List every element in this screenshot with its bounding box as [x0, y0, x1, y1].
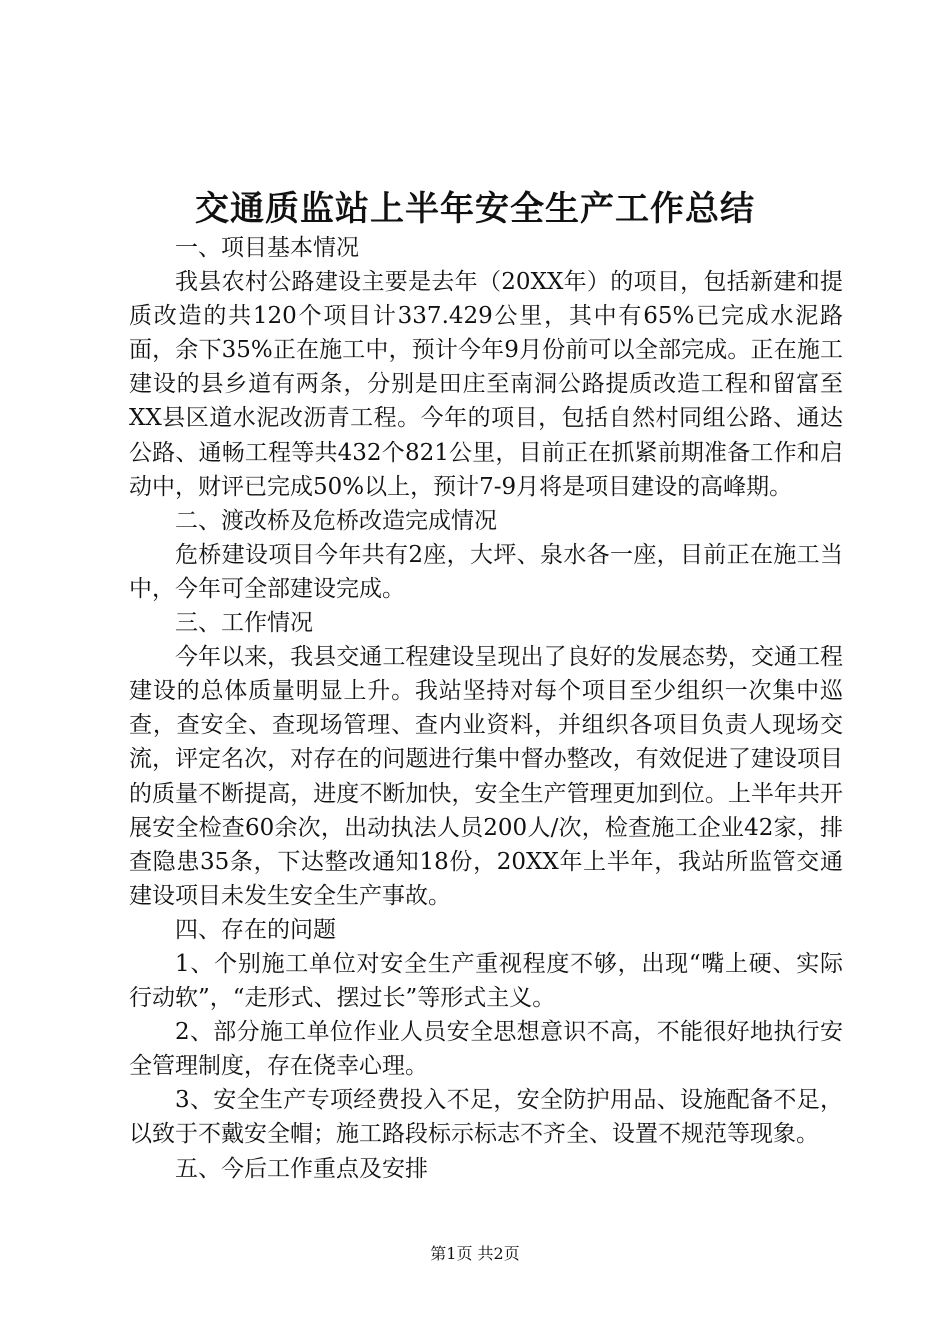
document-title: 交通质监站上半年安全生产工作总结	[195, 189, 755, 229]
paragraph-problem-3: 3、安全生产专项经费投入不足，安全防护用品、设施配备不足，以致于不戴安全帽；施工路段标示标志不齐全、设置不规范等现象。	[129, 1087, 843, 1148]
section-heading-bridge-reconstruction: 二、渡改桥及危桥改造完成情况	[175, 507, 497, 534]
document-body	[129, 231, 843, 1186]
paragraph-problem-1: 1、个别施工单位对安全生产重视程度不够，出现“嘴上硬、实际行动软”，“走形式、摆过长”等形式主义。	[129, 950, 843, 1012]
section-heading-existing-problems: 四、存在的问题	[175, 916, 336, 943]
paragraph-project-overview: 我县农村公路建设主要是去年（20XX年）的项目，包括新建和提质改造的共120个项目计337.429公里，其中有65%已完成水泥路面，余下35%正在施工中，预计今年9月份前可以全部完成。正在施工建设的县乡道有两条，分别是田庄至南洞公路提质改造工程和留富至XX县区道水泥改沥青工程。今年的项目，包括自然村同组公路、通达公路、通畅工程等共432个821公里，目前正在抓紧前期准备工作和启动中，财评已完成50%以上，预计7-9月将是项目建设的高峰期。	[129, 269, 843, 500]
section-heading-work-status: 三、工作情况	[175, 610, 313, 637]
paragraph-problem-2: 2、部分施工单位作业人员安全思想意识不高，不能很好地执行安全管理制度，存在侥幸心理。	[129, 1019, 843, 1080]
page-number-footer: 第1页 共2页	[430, 1244, 520, 1263]
section-heading-future-work: 五、今后工作重点及安排	[175, 1155, 428, 1182]
section-heading-project-overview: 一、项目基本情况	[175, 235, 359, 261]
paragraph-work-status: 今年以来，我县交通工程建设呈现出了良好的发展态势，交通工程建设的总体质量明显上升。我站坚持对每个项目至少组织一次集中巡查，查安全、查现场管理、查内业资料，并组织各项目负责人现场交流，评定名次，对存在的问题进行集中督办整改，有效促进了建设项目的质量不断提高，进度不断加快，安全生产管理更加到位。上半年共开展安全检查60余次，出动执法人员200人/次，检查施工企业42家，排查隐患35条，下达整改通知18份，20XX年上半年，我站所监管交通建设项目未发生安全生产事故。	[129, 644, 843, 909]
paragraph-bridge-reconstruction: 危桥建设项目今年共有2座，大坪、泉水各一座，目前正在施工当中，今年可全部建设完成。	[129, 541, 843, 602]
